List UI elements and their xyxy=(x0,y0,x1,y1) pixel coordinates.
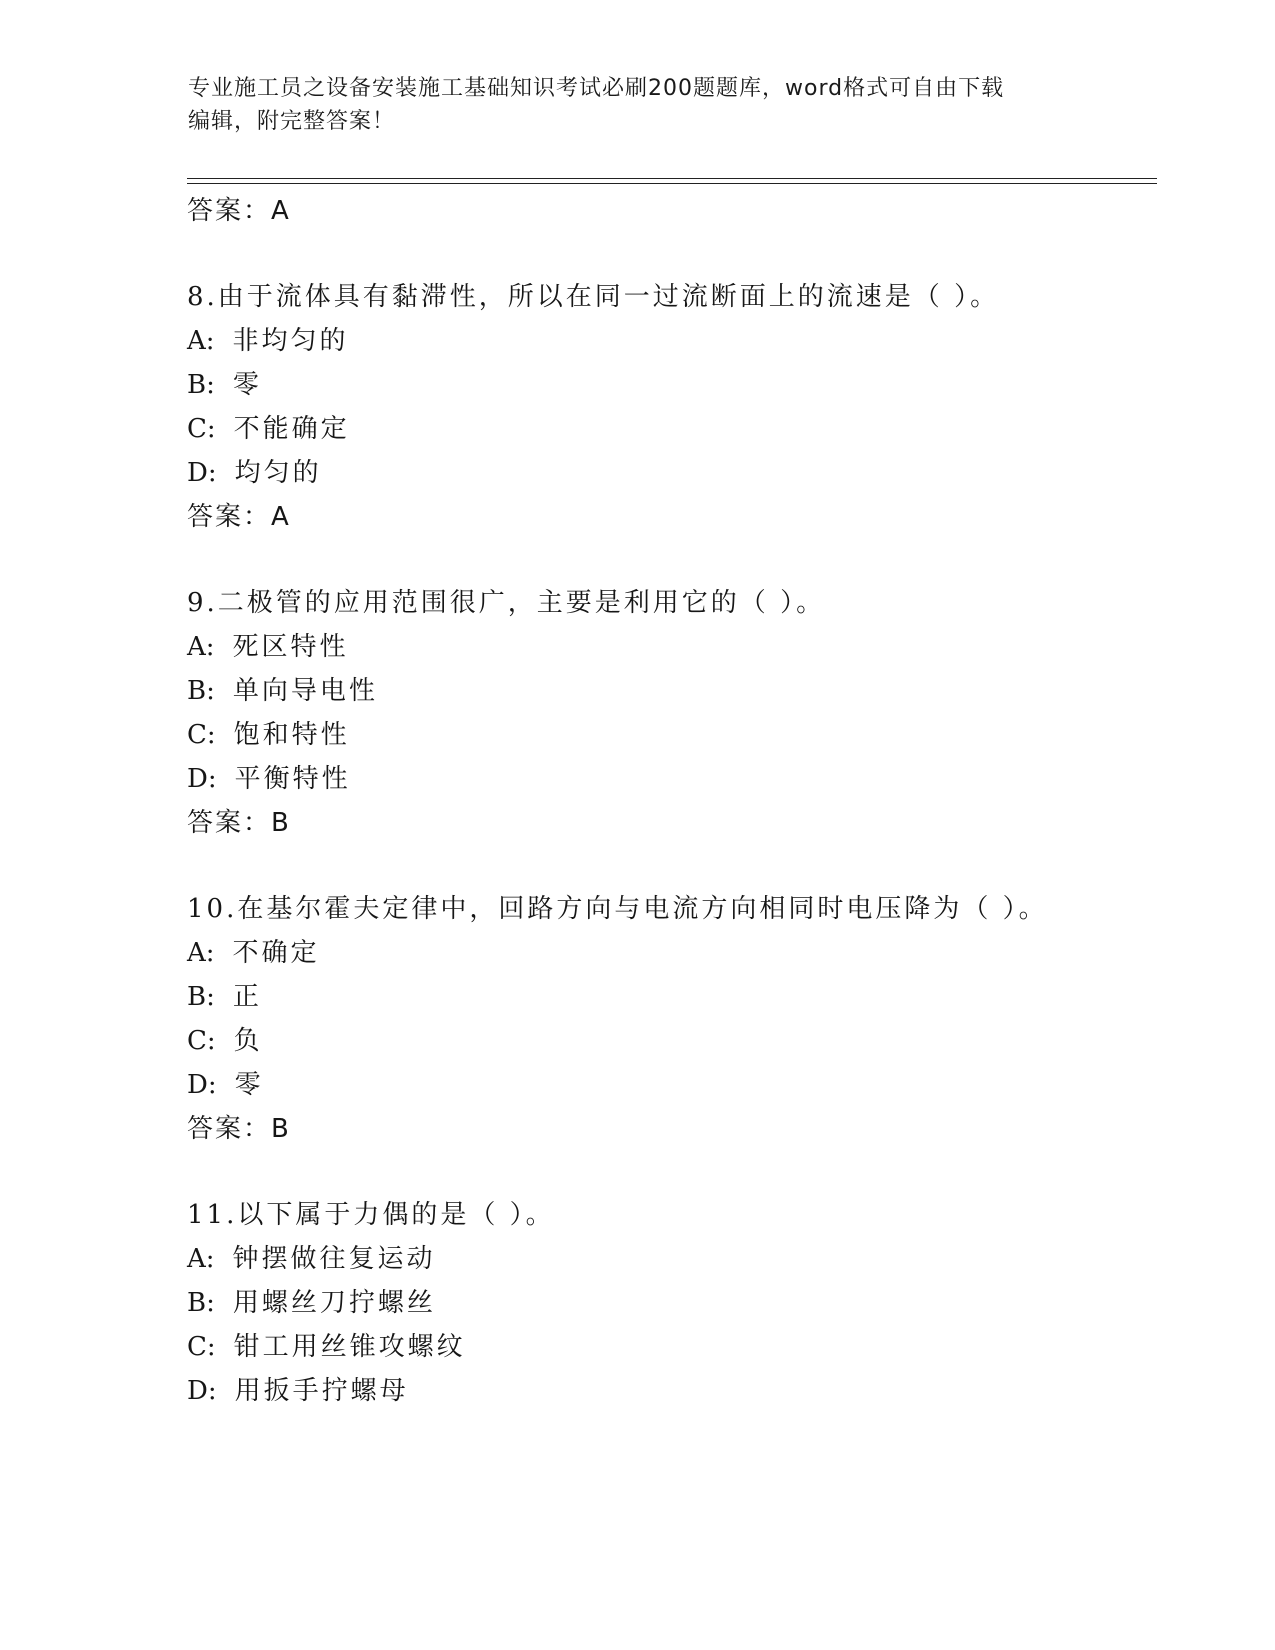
option-letter: C: xyxy=(187,1332,216,1362)
question-8-option-c xyxy=(187,408,350,445)
question-10-option-b xyxy=(187,976,262,1013)
option-text: 用螺丝刀拧螺丝 xyxy=(232,1288,436,1318)
question-9-answer: 答案：B xyxy=(187,808,291,838)
question-11-option-d xyxy=(187,1370,409,1407)
header-title-line-1: 专业施工员之设备安装施工基础知识考试必刷200题题库，word格式可自由下载 xyxy=(188,76,1005,101)
header-divider-top xyxy=(187,178,1157,179)
question-11-option-a xyxy=(187,1238,436,1275)
question-11-option-c xyxy=(187,1326,466,1363)
document-header xyxy=(188,72,1068,138)
option-letter: A: xyxy=(187,632,215,662)
previous-answer: 答案：A xyxy=(187,196,291,226)
option-letter: B: xyxy=(187,676,215,706)
question-11-title: 11.以下属于力偶的是（ ）。 xyxy=(187,1200,555,1230)
question-8-answer: 答案：A xyxy=(187,502,291,532)
option-letter: D: xyxy=(187,1070,217,1100)
option-text: 死区特性 xyxy=(232,632,349,662)
question-10-title: 10.在基尔霍夫定律中，回路方向与电流方向相同时电压降为（ ）。 xyxy=(187,894,1048,924)
question-9-option-b xyxy=(187,670,378,707)
option-letter: D: xyxy=(187,1376,217,1406)
question-9-option-d xyxy=(187,758,351,795)
header-title-line-2: 编辑，附完整答案！ xyxy=(188,109,396,134)
option-letter: B: xyxy=(187,982,215,1012)
option-letter: B: xyxy=(187,370,215,400)
option-letter: A: xyxy=(187,1244,215,1274)
option-text: 饱和特性 xyxy=(233,720,350,750)
option-text: 零 xyxy=(232,370,262,400)
option-letter: A: xyxy=(187,938,215,968)
question-8-title: 8.由于流体具有黏滞性，所以在同一过流断面上的流速是（ ）。 xyxy=(187,282,1000,312)
header-divider-bottom xyxy=(187,183,1157,184)
option-text: 负 xyxy=(233,1026,263,1056)
question-11-option-b xyxy=(187,1282,436,1319)
question-9-option-c xyxy=(187,714,350,751)
question-10-answer: 答案：B xyxy=(187,1114,291,1144)
option-text: 用扳手拧螺母 xyxy=(234,1376,409,1406)
option-text: 零 xyxy=(234,1070,264,1100)
option-letter: C: xyxy=(187,1026,216,1056)
option-letter: A: xyxy=(187,326,215,356)
option-text: 平衡特性 xyxy=(234,764,351,794)
option-text: 单向导电性 xyxy=(232,676,378,706)
option-letter: D: xyxy=(187,458,217,488)
option-text: 钟摆做往复运动 xyxy=(232,1244,436,1274)
option-text: 不确定 xyxy=(232,938,320,968)
option-text: 正 xyxy=(232,982,262,1012)
question-8-option-d xyxy=(187,452,322,489)
question-8-option-a xyxy=(187,320,349,357)
option-letter: C: xyxy=(187,414,216,444)
option-letter: C: xyxy=(187,720,216,750)
option-text: 不能确定 xyxy=(233,414,350,444)
question-9-title: 9.二极管的应用范围很广，主要是利用它的（ ）。 xyxy=(187,588,826,618)
question-10-option-d xyxy=(187,1064,264,1101)
question-10-option-a xyxy=(187,932,320,969)
option-text: 均匀的 xyxy=(234,458,322,488)
option-letter: B: xyxy=(187,1288,215,1318)
question-9-option-a xyxy=(187,626,349,663)
option-text: 钳工用丝锥攻螺纹 xyxy=(233,1332,466,1362)
option-text: 非均匀的 xyxy=(232,326,349,356)
question-8-option-b xyxy=(187,364,262,401)
option-letter: D: xyxy=(187,764,217,794)
question-10-option-c xyxy=(187,1020,263,1057)
